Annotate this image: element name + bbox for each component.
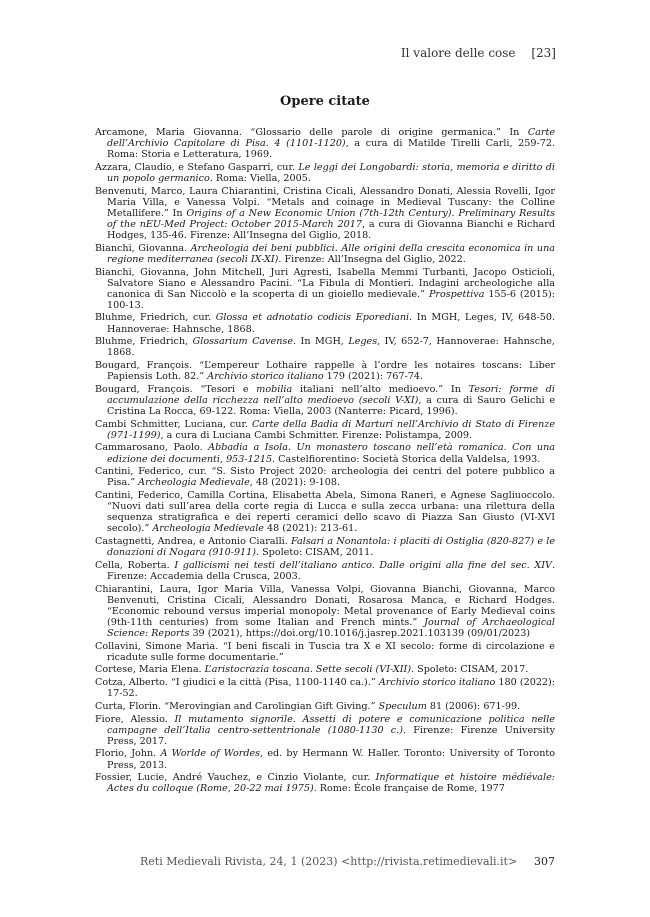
reference-text: , a cura di Sauro Gelichi e Cristina La Rocca, 69-122. Roma: Viella, 2003 (Nanterre: Picard, 1996). (107, 394, 555, 417)
reference-title: Archeologia Medievale (152, 523, 264, 535)
reference-entry (95, 584, 555, 639)
reference-title: L’aristocrazia toscana. Sette secoli (VI-XII) (204, 664, 412, 676)
reference-text: 39 (2021), https://doi.org/10.1016/j.jasrep.2021.103139 (09/01/2023) (189, 627, 531, 639)
reference-entry (95, 466, 555, 488)
running-title: Il valore delle cose (400, 46, 516, 60)
reference-text: Collavini, Simone Maria. “I beni fiscali in Tuscia tra X e XI secolo: forme di circolazione e ricadute sulle forme documentarie.” (95, 640, 555, 663)
reference-title: Journal of Archaeological Science: Reports (107, 616, 555, 639)
reference-title: Leges (348, 336, 378, 348)
reference-title: Origins of a New Economic Union (7th-12th Century). Preliminary Results of the nEU-Med Project: October 2015-March 2017 (107, 207, 555, 230)
reference-entry (95, 677, 555, 699)
reference-entry (95, 772, 555, 794)
reference-text: . In MGH, Leges, IV, 648-50. Hannoverae: Hahnsche, 1868. (107, 312, 555, 335)
reference-text: , IV, 652-7, Hannoverae: Hahnsche, 1868. (107, 336, 555, 359)
reference-text: . Firenze: Accademia della Crusca, 2003. (107, 559, 555, 582)
reference-title: Le leggi dei Longobardi: storia, memoria e diritto di un popolo germanico (107, 161, 555, 184)
reference-text: . In MGH, (293, 336, 349, 348)
reference-text: . Spoleto: CISAM, 2017. (411, 664, 529, 676)
reference-text: Castagnetti, Andrea, e Antonio Ciaralli. (95, 536, 292, 547)
reference-entry (95, 384, 555, 417)
reference-text: Cantini, Federico, cur. “S. Sisto Project 2020: archeologia dei centri del potere pubblico a Pisa.” (95, 466, 555, 489)
reference-text: , a cura di Luciana Cambi Schmitter. Firenze: Polistampa, 2009. (160, 429, 473, 441)
reference-title: Glossarium Cavense (192, 336, 294, 348)
reference-text: 155-6 (2015): 100-13. (107, 288, 555, 311)
reference-text: Cotza, Alberto. “I giudici e la città (Pisa, 1100-1140 ca.).” (95, 677, 379, 689)
reference-text: 179 (2021): 767-74. (323, 371, 423, 383)
reference-list (95, 127, 555, 796)
reference-text: Cortese, Maria Elena. (95, 664, 205, 676)
reference-entry (95, 127, 555, 160)
reference-title: I gallicismi nei testi dell’italiano antico. Dalle origini alla fine del sec. XIV (174, 559, 552, 571)
footer-journal: Reti Medievali Rivista, 24, 1 (2023) <http://rivista.retimedievali.it> (140, 855, 518, 868)
reference-text: Arcamone, Maria Giovanna. “Glossario delle parole di origine germanica.” In (95, 127, 528, 138)
reference-text: . Spoleto: CISAM, 2011. (256, 547, 374, 559)
reference-text: Cambi Schmitter, Luciana, cur. (95, 418, 252, 430)
reference-text: Chiarantini, Laura, Igor Maria Villa, Vanessa Volpi, Giovanna Bianchi, Giovanna, Marco Benvenuti, Cristina Cicali, Alessandro Donati, Rosarosa Manca, e Richard Hodges. “Economic rebound versus imperial monopoly: Metal provenance of Early Medieval coins (9th-11th centuries) from some Italian and French mints.” (95, 583, 555, 628)
reference-entry (95, 442, 555, 464)
reference-entry (95, 267, 555, 311)
reference-text: Curta, Florin. “Merovingian and Carolingian Gift Giving.” (95, 700, 379, 712)
reference-title: Falsari a Nonantola: i placiti di Ostiglia (820-827) e le donazioni di Nogara (910-911) (107, 536, 556, 559)
reference-entry (95, 714, 555, 747)
reference-entry (95, 748, 555, 770)
reference-text: 48 (2021): 213-61. (263, 523, 358, 535)
reference-entry (95, 536, 555, 558)
reference-text: italiani nell’alto medioevo.” In (292, 383, 469, 395)
reference-entry (95, 336, 555, 358)
reference-title: Carte dell’Archivio Capitolare di Pisa. 4 (1101-1120) (107, 127, 555, 150)
reference-text: Fiore, Alessio. (95, 713, 175, 725)
reference-text: Azzara, Claudio, e Stefano Gasparri, cur. (95, 161, 299, 173)
reference-title: Archivio storico italiano (378, 677, 496, 689)
reference-title: Glossa et adnotatio codicis Eporediani (215, 312, 410, 324)
reference-entry (95, 186, 555, 241)
reference-title: mobilia (256, 383, 293, 395)
reference-title: A Worlde of Wordes (160, 748, 261, 760)
reference-entry (95, 312, 555, 334)
reference-text: Benvenuti, Marco, Laura Chiarantini, Cristina Cicali, Alessandro Donati, Alessia Rovelli, Igor Maria Villa, e Vanessa Volpi. “Metals and coinage in Medieval Tuscany: the Colline Metallifere.” In (95, 185, 555, 219)
reference-text: Bianchi, Giovanna, John Mitchell, Juri Agresti, Isabella Memmi Turbanti, Jacopo Osticioli, Salvatore Siano e Alessandro Pacini. “La Fibula di Montieri. Indagini archeologiche alla canonica di San Niccolò e la scoperta di un gioiello medievale.” (95, 266, 555, 300)
reference-text: , a cura di Giovanna Bianchi e Richard Hodges, 135-46. Firenze: All’Insegna del Giglio, 2018. (107, 218, 556, 242)
header-page-ref: [23] (531, 46, 556, 60)
reference-title: Tesori: forme di accumulazione della ricchezza nell’alto medioevo (secoli V-XI) (107, 383, 555, 406)
reference-title: Prospettiva (428, 288, 485, 300)
reference-text: Florio, John. (95, 748, 161, 760)
reference-entry (95, 162, 555, 184)
reference-entry (95, 701, 555, 712)
reference-text: . Roma: Viella, 2005. (209, 172, 311, 184)
reference-text: . Firenze: All’Insegna del Giglio, 2022. (278, 253, 466, 265)
reference-title: Archeologia dei beni pubblici. Alle origini della crescita economica in una regione mediterranea (secoli IX-XI) (107, 242, 556, 265)
reference-text: Bluhme, Friedrich, (95, 336, 193, 348)
reference-title: Informatique et histoire médiévale: Actes du colloque (Rome, 20-22 mai 1975) (107, 772, 556, 795)
reference-title: Abbadia a Isola. Un monastero toscano nell’età romanica. Con una edizione dei documenti, 953-1215 (107, 442, 556, 465)
reference-text: Bluhme, Friedrich, cur. (95, 312, 216, 324)
reference-text: Cella, Roberta. (95, 559, 175, 571)
reference-text: 81 (2006): 671-99. (426, 700, 521, 712)
reference-text: . Castelfiorentino: Società Storica della Valdelsa, 1993. (272, 453, 541, 465)
reference-title: Archivio storico italiano (207, 371, 324, 383)
footer-page-number: 307 (534, 855, 555, 868)
reference-text: Fossier, Lucie, André Vauchez, e Cinzio Violante, cur. (95, 772, 376, 784)
reference-text: Bougard, François. “Tesori e (95, 383, 257, 395)
reference-entry (95, 490, 555, 534)
reference-title: Carte della Badia di Marturi nell’Archivio di Stato di Firenze (971-1199) (107, 418, 555, 441)
reference-title: Archeologia Medievale (138, 477, 250, 489)
reference-text: , ed. by Hermann W. Haller. Toronto: University of Toronto Press, 2013. (107, 748, 555, 771)
reference-entry (95, 360, 555, 382)
reference-entry (95, 560, 555, 582)
reference-text: Cammarosano, Paolo. (95, 442, 209, 454)
running-header (401, 46, 556, 60)
reference-entry (95, 641, 555, 663)
reference-text: Cantini, Federico, Camilla Cortina, Elisabetta Abela, Simona Raneri, e Agnese Sagliuoccolo. “Nuovi dati sull’area della corte regia di Lucca e sulla zecca urbana: una rilettura della sequenza stratigrafica e dei reperti ceramici dello scavo di Piazza San Giusto (VI-XVI secolo).” (95, 490, 555, 535)
reference-title: Speculum (378, 700, 427, 712)
reference-text: 180 (2022): 17-52. (107, 677, 555, 700)
reference-text: Bianchi, Giovanna. (95, 242, 191, 254)
reference-title: Il mutamento signorile. Assetti di potere e comunicazione politica nelle campagne dell’Italia centro-settentrionale (1080-1130 c.) (107, 713, 555, 736)
reference-text: . Rome: École française de Rome, 1977 (313, 783, 505, 795)
page-footer (140, 855, 555, 868)
reference-entry (95, 243, 555, 265)
reference-text: Bougard, François. “L’empereur Lothaire rappelle à l’ordre les notaires toscans: Liber Papiensis Loth. 82.” (95, 360, 555, 383)
reference-entry (95, 664, 555, 675)
section-title: Opere citate (280, 94, 370, 109)
reference-entry (95, 419, 555, 441)
reference-text: , 48 (2021): 9-108. (249, 477, 341, 489)
reference-text: , a cura di Matilde Tirelli Carli, 259-72. Roma: Storia e Letteratura, 1969. (107, 138, 555, 161)
reference-text: . Firenze: Firenze University Press, 2017. (107, 724, 555, 747)
